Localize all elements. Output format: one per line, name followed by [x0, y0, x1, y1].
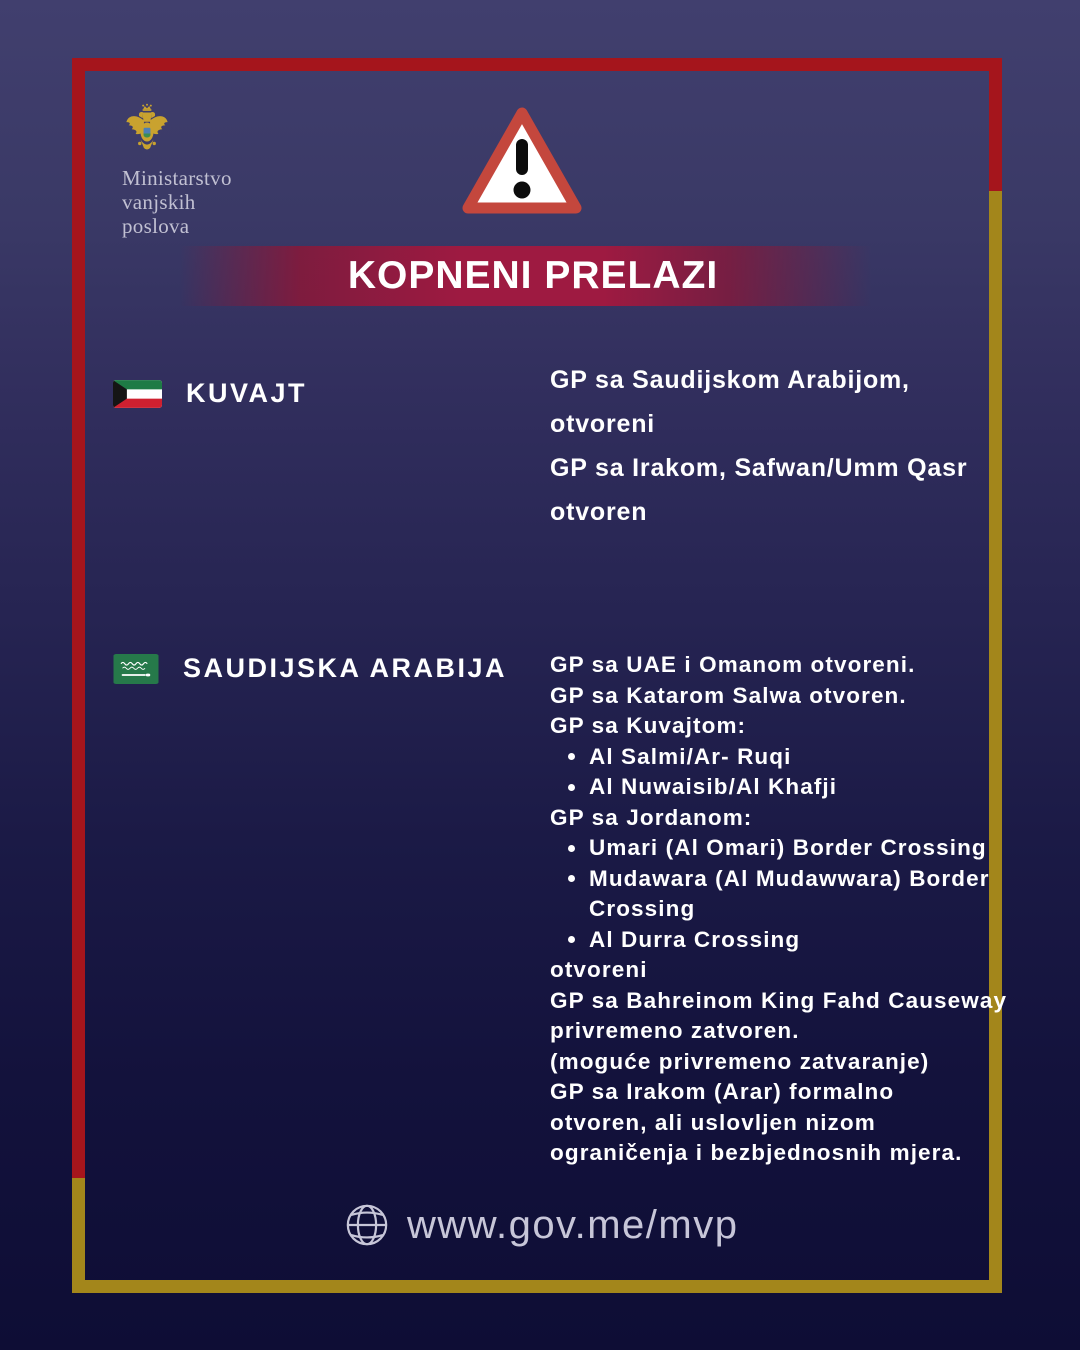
- info-line-bullet: Al Nuwaisib/Al Khafji: [550, 772, 1007, 803]
- info-line: otvoren: [550, 498, 648, 526]
- info-line: GP sa Katarom Salwa otvoren.: [550, 682, 907, 708]
- ministry-name: [122, 166, 232, 238]
- bullet-dot: [568, 875, 575, 882]
- section-header-kuvajt: [113, 378, 307, 409]
- bullet-dot: [568, 936, 575, 943]
- page-title: KOPNENI PRELAZI: [347, 254, 719, 297]
- kuvajt-info-text: [550, 358, 967, 534]
- frame-left-red: [72, 58, 85, 1178]
- info-line: GP sa Saudijskom Arabijom,: [550, 366, 910, 394]
- country-name-saudijska-arabija: SAUDIJSKA ARABIJA: [183, 653, 508, 683]
- info-line: Crossing: [589, 896, 696, 922]
- saudi-arabia-flag-icon: [113, 654, 159, 684]
- website-url[interactable]: www.gov.me/mvp: [407, 1202, 739, 1247]
- frame-bottom: [72, 1280, 1002, 1293]
- info-line: GP sa Irakom, Safwan/Umm Qasr: [550, 454, 968, 482]
- title-banner: [180, 246, 886, 306]
- bullet-dot: [568, 845, 575, 852]
- info-line: GP sa UAE i Omanom otvoreni.: [550, 652, 916, 678]
- frame-right-red: [989, 58, 1002, 191]
- info-line: otvoreni: [550, 957, 648, 983]
- info-line-bullet: Al Durra Crossing: [550, 925, 1007, 956]
- info-line: GP sa Bahreinom King Fahd Causeway: [550, 987, 1008, 1013]
- info-line: otvoreni: [550, 410, 656, 438]
- info-line: (moguće privremeno zatvaranje): [550, 1048, 930, 1074]
- info-line: otvoren, ali uslovljen nizom: [550, 1109, 876, 1135]
- frame-top: [72, 58, 1002, 71]
- info-line-bullet: Al Salmi/Ar- Ruqi: [550, 742, 1007, 773]
- ministry-line: vanjskih: [122, 190, 196, 214]
- montenegro-coat-of-arms-icon: [124, 103, 170, 166]
- info-line: GP sa Irakom (Arar) formalno: [550, 1079, 895, 1105]
- saudijska-arabija-info-text: [550, 650, 1007, 1169]
- info-line: ograničenja i bezbjednosnih mjera.: [550, 1140, 963, 1166]
- bullet-dot: [568, 753, 575, 760]
- info-line: GP sa Jordanom:: [550, 804, 753, 830]
- frame-left-gold: [72, 1178, 85, 1293]
- info-line: GP sa Kuvajtom:: [550, 713, 747, 739]
- footer: [344, 1200, 738, 1250]
- globe-icon: [344, 1202, 390, 1248]
- ministry-line: Ministarstvo: [122, 166, 232, 190]
- kuwait-flag-icon: [113, 380, 162, 408]
- section-header-saudijska-arabija: [113, 653, 507, 684]
- info-line-bullet: Umari (Al Omari) Border Crossing: [550, 833, 1007, 864]
- ministry-line: poslova: [122, 214, 190, 238]
- country-name-kuvajt: KUVAJT: [186, 378, 308, 408]
- bullet-dot: [568, 784, 575, 791]
- warning-triangle-icon: [461, 106, 583, 220]
- info-line: privremeno zatvoren.: [550, 1018, 800, 1044]
- info-line-bullet: Mudawara (Al Mudawwara) Border: [550, 864, 1007, 895]
